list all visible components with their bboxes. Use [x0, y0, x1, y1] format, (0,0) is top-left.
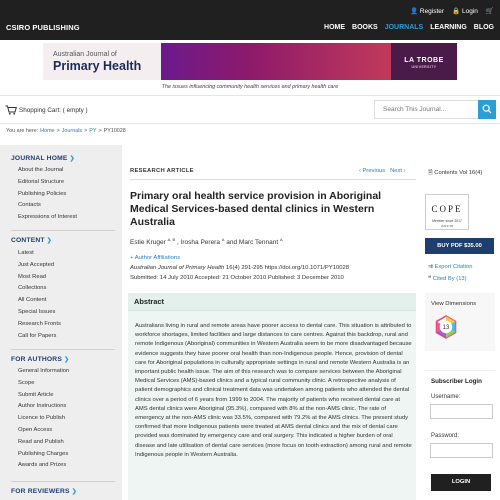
abstract-header — [128, 293, 416, 311]
journal-name: Australian Journal of Primary Health — [130, 265, 225, 271]
lock-icon: 🔒 — [452, 8, 461, 15]
document-icon: 🗎 — [428, 170, 433, 176]
abstract-title: Abstract — [134, 297, 164, 306]
nav-journals[interactable]: JOURNALS — [384, 24, 424, 31]
sidebar-journal-home-list — [18, 165, 77, 224]
chevron-right-icon: ❯ — [71, 489, 78, 495]
sidebar-content-list — [18, 248, 61, 342]
sidebar-item[interactable]: All Content — [18, 297, 47, 304]
password-label: Password: — [431, 433, 460, 439]
register-link[interactable]: 👤 Register — [409, 8, 445, 15]
article-title: Primary oral health service provision in Aboriginal Medical Services-based dental clinics in Western Australia — [130, 190, 382, 228]
login-link[interactable]: 🔒 Login — [452, 8, 478, 15]
sidebar-item[interactable]: Read and Publish — [18, 438, 64, 445]
breadcrumb — [6, 128, 126, 134]
breadcrumb-sep: > — [56, 128, 60, 134]
banner-image — [161, 43, 391, 80]
sidebar-item[interactable]: Collections — [18, 285, 47, 292]
sidebar-item[interactable]: Call for Papers — [18, 332, 57, 339]
breadcrumb-current: PY10028 — [103, 128, 126, 134]
author-link[interactable]: , Irosha Perera — [176, 239, 220, 247]
sidebar-item[interactable]: Publishing Charges — [18, 450, 69, 457]
partner-logo: LA TROBE — [404, 57, 444, 64]
author-affiliation-marker: A, B — [167, 237, 176, 242]
view-dimensions-label[interactable]: View Dimensions — [431, 301, 477, 307]
sidebar-item[interactable]: Scope — [18, 379, 35, 386]
article-pager — [359, 168, 406, 174]
sidebar-divider — [11, 349, 115, 350]
sidebar-item[interactable]: Latest — [18, 250, 34, 256]
previous-link[interactable]: ‹ Previous — [359, 168, 386, 174]
sidebar-item[interactable]: Publishing Policies — [18, 190, 67, 197]
author-link[interactable]: Estie Kruger — [130, 239, 166, 247]
cope-member-id: JM13738 — [440, 224, 454, 228]
breadcrumb-py[interactable]: PY — [89, 128, 97, 134]
author-link[interactable]: and Marc Tennant — [226, 239, 279, 247]
journal-banner[interactable] — [43, 43, 457, 80]
sidebar-item[interactable]: Most Read — [18, 273, 47, 280]
user-icon: 👤 — [409, 8, 419, 15]
banner-journal-title: Primary Health — [53, 59, 142, 73]
search-icon — [482, 104, 492, 114]
breadcrumb-sep: > — [98, 128, 102, 134]
cart-icon[interactable]: 🛒 — [485, 8, 494, 15]
sidebar-item[interactable]: Research Fronts — [18, 320, 61, 327]
chevron-right-icon: ❯ — [46, 238, 53, 244]
sidebar-item[interactable]: Licence to Publish — [18, 415, 66, 422]
sidebar-item[interactable]: Awards and Prizes — [18, 462, 67, 469]
next-link[interactable]: Next › — [390, 168, 406, 174]
export-icon: ⇉ — [428, 264, 433, 270]
breadcrumb-sep: > — [84, 128, 88, 134]
sidebar-item[interactable]: Editorial Structure — [18, 178, 65, 185]
sidebar-divider — [11, 481, 115, 482]
cited-by-link[interactable]: ❝ Cited By (13) — [428, 276, 467, 282]
nav-learning[interactable]: LEARNING — [430, 24, 467, 31]
username-label: Username: — [431, 394, 461, 400]
sidebar-item[interactable]: About the Journal — [18, 167, 64, 173]
main-nav — [324, 24, 494, 31]
sidebar-item[interactable]: Special Issues — [18, 308, 56, 315]
sidebar-for-authors-list — [18, 366, 69, 472]
author-affiliations-toggle[interactable]: + Author Affiliations — [130, 255, 181, 261]
username-field[interactable] — [430, 404, 493, 419]
sidebar-item[interactable]: General Information — [18, 368, 70, 374]
nav-home[interactable]: HOME — [324, 24, 346, 31]
banner-line1: Australian Journal of — [53, 51, 117, 58]
login-title: Subscriber Login — [431, 378, 482, 385]
sidebar-item[interactable]: Open Access — [18, 426, 53, 433]
sidebar-item[interactable]: Just Accepted — [18, 261, 55, 268]
journal-search-input[interactable] — [374, 100, 478, 119]
sidebar-item[interactable]: Expressions of Interest — [18, 214, 77, 221]
article-type: RESEARCH ARTICLE — [130, 168, 194, 174]
chevron-right-icon: ❯ — [69, 156, 75, 162]
sidebar-item[interactable]: Submit Article — [18, 391, 54, 398]
sidebar-section-content[interactable]: CONTENT ❯ — [11, 237, 53, 244]
sidebar-item[interactable]: Contacts — [18, 202, 41, 209]
dimensions-badge-icon[interactable] — [434, 315, 458, 339]
citation-line — [130, 265, 349, 271]
nav-blog[interactable]: BLOG — [473, 24, 494, 31]
cope-logo-text: COPE — [431, 204, 463, 214]
author-affiliation-marker: A — [280, 237, 283, 242]
account-links — [410, 7, 494, 15]
journal-tagline: The issues influencing community health services and primary health care — [161, 84, 339, 90]
abstract-text: Australians living in rural and remote areas have poorer access to dental care. This situation is attributed to workforce shortages, limited facilities and large distances to care centres. Against this backdrop, rural and remote Indigenous (Aboriginal) communities in Western Australia seem to be more disadvantaged because evidence suggests they have poorer oral health than non-Indigenous people. Hence, provision of dental care for Aboriginal populations in culturally appropriate settings in rural and remote Western Australia is an important public health issue. The aim of this research was to compare services between the Aboriginal Medical Services (AMS)-based clinics and a typical rural community clinic. A retrospective analysis of patient demographics and clinical treatment data was undertaken among patients who attended the dental clinics over a period of 6 years from 1999 to 2004. The majority of patients who received dental care at AMS dental clinics were Aboriginal (95.3%), compared with 8% at the non-AMS clinic. The rate of emergency at the non-AMS clinic was 33.5%, compared with 79.2% at the AMS clinics. The present study confirmed that more Indigenous patients were treated at AMS dental clinics and the mix of dental care provided was dominated by emergency care and oral surgery. This indicated a higher burden of oral disease and late utilisation of dental care services (more focus on tooth extraction) among rural and remote Indigenous people in Western Australia. — [135, 323, 412, 458]
citation-details[interactable]: 16(4) 291-295 https://doi.org/10.1071/PY10028 — [224, 265, 350, 271]
dimensions-count: 13 — [442, 325, 450, 332]
shopping-cart-icon — [5, 105, 17, 115]
shopping-cart-status[interactable]: Shopping Cart: ( empty ) — [19, 107, 88, 114]
login-button[interactable]: LOGIN — [431, 474, 491, 491]
sidebar-item[interactable]: Author Instructions — [18, 403, 67, 410]
author-list — [130, 237, 283, 246]
nav-books[interactable]: BOOKS — [352, 24, 378, 31]
top-navbar — [0, 0, 500, 40]
export-citation-link[interactable]: ⇉ Export Citation — [428, 264, 473, 270]
divider — [130, 179, 416, 180]
sidebar-section-journal-home[interactable]: JOURNAL HOME ❯ — [11, 155, 75, 162]
author-affiliation-marker: A — [221, 237, 225, 242]
brand-logo[interactable]: CSIRO PUBLISHING — [6, 23, 80, 32]
article-dates: Submitted: 14 July 2010 Accepted: 21 October 2010 Published: 3 December 2010 — [130, 275, 344, 281]
sidebar-section-for-reviewers[interactable]: FOR REVIEWERS ❯ — [11, 488, 78, 495]
sidebar-section-for-authors[interactable]: FOR AUTHORS ❯ — [11, 356, 70, 363]
buy-pdf-button[interactable]: BUY PDF $35.00 — [425, 238, 494, 254]
contents-link[interactable]: 🗎 Contents Vol 16(4) — [428, 170, 483, 176]
cope-member-text: Member since 2017 — [432, 219, 462, 223]
search-button[interactable] — [478, 100, 496, 119]
breadcrumb-prefix: You are here: — [6, 128, 39, 134]
password-field[interactable] — [430, 443, 493, 458]
chevron-right-icon: ❯ — [64, 357, 70, 363]
quote-icon: ❝ — [428, 276, 432, 282]
breadcrumb-journals[interactable]: Journals — [61, 128, 83, 134]
sidebar-divider — [11, 230, 115, 231]
breadcrumb-home[interactable]: Home — [40, 128, 55, 134]
partner-logo-sub: UNIVERSITY — [411, 65, 437, 69]
